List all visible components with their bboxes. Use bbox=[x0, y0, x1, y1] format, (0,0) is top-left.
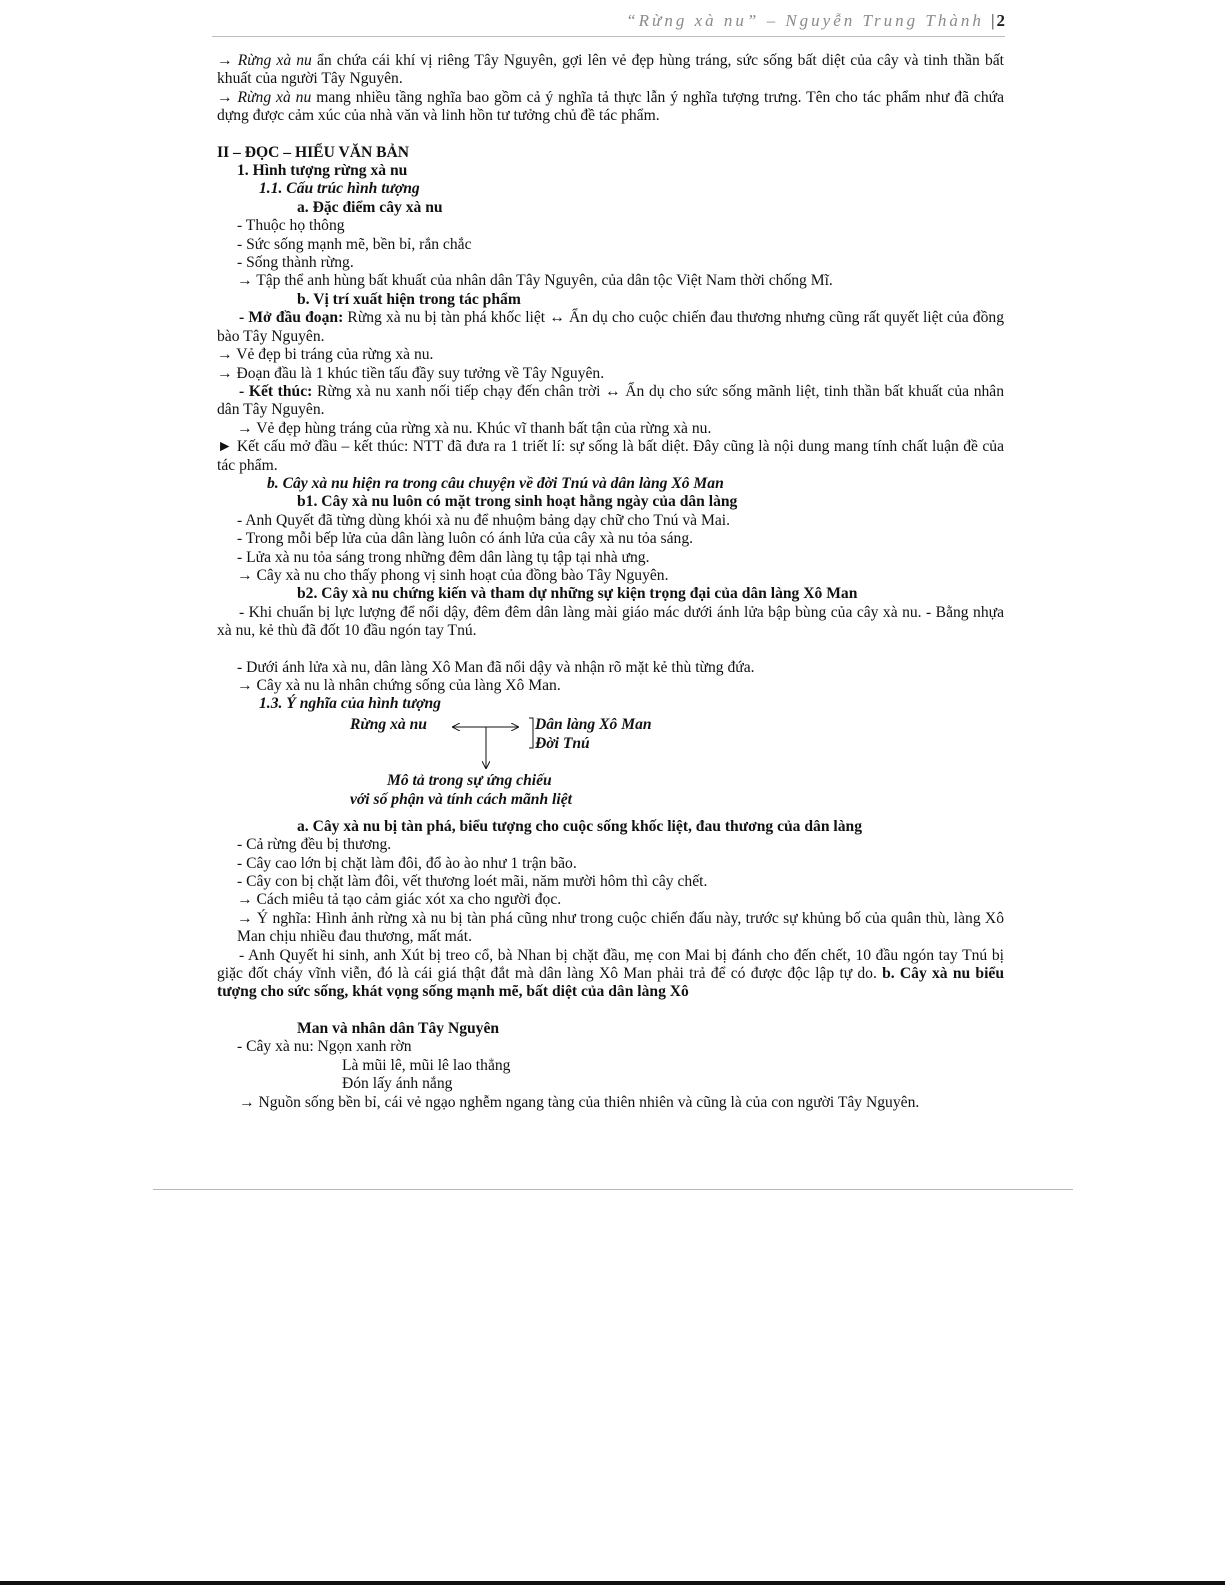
b2-paragraph: - Khi chuẩn bị lực lượng để nổi dậy, đêm đêm dân làng mài giáo mác dưới ánh lửa bập bùng của cây xà nu. - Bằng nhựa xà nu, kẻ thù đã đốt 10 đầu ngón tay Tnú. bbox=[217, 603, 1004, 640]
subheading-b-story: b. Cây xà nu hiện ra trong câu chuyện về đời Tnú và dân làng Xô Man bbox=[267, 474, 724, 492]
list-item: - Cây con bị chặt làm đôi, vết thương loét mãi, năm mười hôm thì cây chết. bbox=[237, 873, 708, 891]
diagram-right-label-2: Đời Tnú bbox=[535, 734, 590, 752]
spacer bbox=[217, 1002, 1004, 1020]
list-item: - Cả rừng đều bị thương. bbox=[237, 836, 392, 854]
subheading-b1: b1. Cây xà nu luôn có mặt trong sinh hoạt hằng ngày của dân làng bbox=[297, 493, 738, 511]
summary-paragraph: ► Kết cấu mở đầu – kết thúc: NTT đã đưa ra 1 triết lí: sự sống là bất diệt. Đây cũng là nội dung mang tính chất luận đề của tác phẩm. bbox=[217, 438, 1004, 474]
subheading-a2: a. Cây xà nu bị tàn phá, biểu tượng cho cuộc sống khốc liệt, đau thương của dân làng bbox=[297, 817, 862, 835]
arrow-line: → Đoạn đầu là 1 khúc tiền tấu đầy suy tưởng về Tây Nguyên. bbox=[217, 364, 605, 382]
arrow-line: → Cây xà nu là nhân chứng sống của làng Xô Man. bbox=[237, 677, 561, 694]
list-item: - Anh Quyết đã từng dùng khói xà nu để nhuộm bảng dạy chữ cho Tnú và Mai. bbox=[237, 511, 731, 529]
inline-label: - Mở đầu đoạn: bbox=[239, 309, 344, 327]
list-item: - Dưới ánh lửa xà nu, dân làng Xô Man đã nổi dậy và nhận rõ mặt kẻ thù từng đứa. bbox=[237, 658, 755, 676]
subheading-1: 1. Hình tượng rừng xà nu bbox=[237, 162, 408, 180]
bottom-edge-bar bbox=[0, 1581, 1225, 1585]
subheading-1-3: 1.3. Ý nghĩa của hình tượng bbox=[259, 695, 441, 713]
list-item: → Tập thể anh hùng bất khuất của nhân dân Tây Nguyên, của dân tộc Việt Nam thời chống Mĩ. bbox=[237, 272, 833, 290]
subheading-b3-continued: Man và nhân dân Tây Nguyên bbox=[297, 1019, 500, 1037]
arrow-line: → Vẻ đẹp hùng tráng của rừng xà nu. Khúc vĩ thanh bất tận của rừng xà nu. bbox=[237, 419, 712, 437]
footer-divider bbox=[153, 1189, 1073, 1190]
poem-line: Là mũi lê, mũi lê lao thẳng bbox=[342, 1056, 511, 1074]
ending-paragraph bbox=[217, 383, 1004, 420]
paragraph-text: ẩn chứa cái khí vị riêng Tây Nguyên, gợi lên vẻ đẹp hùng tráng, sức sống bất diệt của cây và tinh thần bất khuất của người Tây Nguyên. bbox=[217, 52, 1004, 88]
document-body bbox=[217, 52, 1004, 1112]
list-item: - Cây cao lớn bị chặt làm đôi, đổ ào ào như 1 trận bão. bbox=[237, 854, 577, 872]
arrow-glyph: → bbox=[217, 52, 238, 69]
header-separator: | bbox=[991, 11, 995, 30]
spacer bbox=[217, 126, 1004, 144]
opening-paragraph bbox=[217, 309, 1004, 346]
list-item: - Sức sống mạnh mẽ, bền bỉ, rắn chắc bbox=[237, 235, 472, 253]
arrow-glyph: → bbox=[217, 88, 238, 106]
italic-title: Rừng xà nu bbox=[237, 52, 312, 69]
page-number: 2 bbox=[996, 11, 1005, 30]
arrow-line: → Vẻ đẹp bi tráng của rừng xà nu. bbox=[217, 346, 434, 364]
list-item: - Trong mỗi bếp lửa của dân làng luôn có ánh lửa của cây xà nu tỏa sáng. bbox=[237, 530, 694, 548]
loss-paragraph bbox=[217, 947, 1004, 1002]
page-header bbox=[212, 10, 1005, 37]
diagram-bottom-label-1: Mô tả trong sự ứng chiếu bbox=[387, 771, 552, 789]
subheading-b3: b. Cây xà nu biểu tượng cho sức sống, khát vọng sống mạnh mẽ, bất diệt của dân làng Xô bbox=[217, 965, 1004, 1001]
header-title: “Rừng xà nu” – Nguyễn Trung Thành bbox=[626, 11, 984, 30]
list-item: → Cách miêu tả tạo cảm giác xót xa cho người đọc. bbox=[237, 891, 562, 909]
diagram-right-label-1: Dân làng Xô Man bbox=[535, 715, 652, 733]
paragraph-text: mang nhiều tầng nghĩa bao gồm cả ý nghĩa tả thực lẫn ý nghĩa tượng trưng. Tên cho tác phẩm như đã chứa dựng được cảm xúc của nhà văn và linh hồn tư tưởng chủ đề tác phẩm. bbox=[217, 88, 1005, 125]
spacer bbox=[217, 641, 1004, 659]
subheading-b: b. Vị trí xuất hiện trong tác phẩm bbox=[297, 290, 521, 308]
subheading-b2: b2. Cây xà nu chứng kiến và tham dự những sự kiện trọng đại của dân làng Xô Man bbox=[297, 585, 858, 603]
poem-line: Đón lấy ánh nắng bbox=[342, 1075, 453, 1093]
italic-title: Rừng xà nu bbox=[237, 88, 312, 106]
diagram-left-label: Rừng xà nu bbox=[350, 715, 427, 733]
final-paragraph: → Nguồn sống bền bỉ, cái vẻ ngạo nghễm ngang tàng của thiên nhiên và cũng là của con người Tây Nguyên. bbox=[239, 1093, 920, 1111]
paragraph-text: Rừng xà nu bị tàn phá khốc liệt ↔ Ẩn dụ cho cuộc chiến đau thương nhưng cũng rất quyết liệt của đồng bào Tây Nguyên. bbox=[217, 309, 1004, 345]
right-bracket bbox=[529, 718, 533, 748]
list-item: - Cây xà nu: Ngọn xanh rờn bbox=[237, 1038, 412, 1056]
diagram-bottom-label-2: với số phận và tính cách mãnh liệt bbox=[350, 790, 572, 808]
subheading-a: a. Đặc điểm cây xà nu bbox=[297, 198, 443, 216]
list-item: - Lửa xà nu tỏa sáng trong những đêm dân làng tụ tập tại nhà ưng. bbox=[237, 548, 650, 566]
meaning-paragraph: → Ý nghĩa: Hình ảnh rừng xà nu bị tàn phá cũng như trong cuộc chiến đấu này, trước sự khủng bố của quân thù, làng Xô Man chịu nhiều đau thương, mất mát. bbox=[237, 909, 1004, 946]
paragraph-text: - Anh Quyết hi sinh, anh Xút bị treo cổ, bà Nhan bị chặt đầu, mẹ con Mai bị đánh cho đến chết, 10 đầu ngón tay Tnú bị giặc đốt cháy vĩnh viễn, đó là cái giá thật đắt mà dân làng Xô Man phải trả để có được độc lập tự do. bbox=[217, 946, 1004, 983]
paragraph-text: Rừng xà nu xanh nối tiếp chạy đến chân trời ↔ Ẩn dụ cho sức sống mãnh liệt, tinh thần bất khuất của nhân dân Tây Nguyên. bbox=[217, 382, 1005, 419]
list-item: - Sống thành rừng. bbox=[237, 254, 354, 272]
list-item: - Thuộc họ thông bbox=[237, 217, 345, 235]
subheading-1-1: 1.1. Cấu trúc hình tượng bbox=[259, 180, 420, 198]
inline-label: - Kết thúc: bbox=[239, 382, 313, 400]
section-heading: II – ĐỌC – HIỂU VĂN BẢN bbox=[217, 143, 410, 161]
intro-paragraph-2 bbox=[217, 89, 1004, 126]
meaning-diagram bbox=[217, 716, 1004, 808]
list-item: → Cây xà nu cho thấy phong vị sinh hoạt của đồng bào Tây Nguyên. bbox=[237, 566, 669, 584]
intro-paragraph-1 bbox=[217, 52, 1004, 89]
